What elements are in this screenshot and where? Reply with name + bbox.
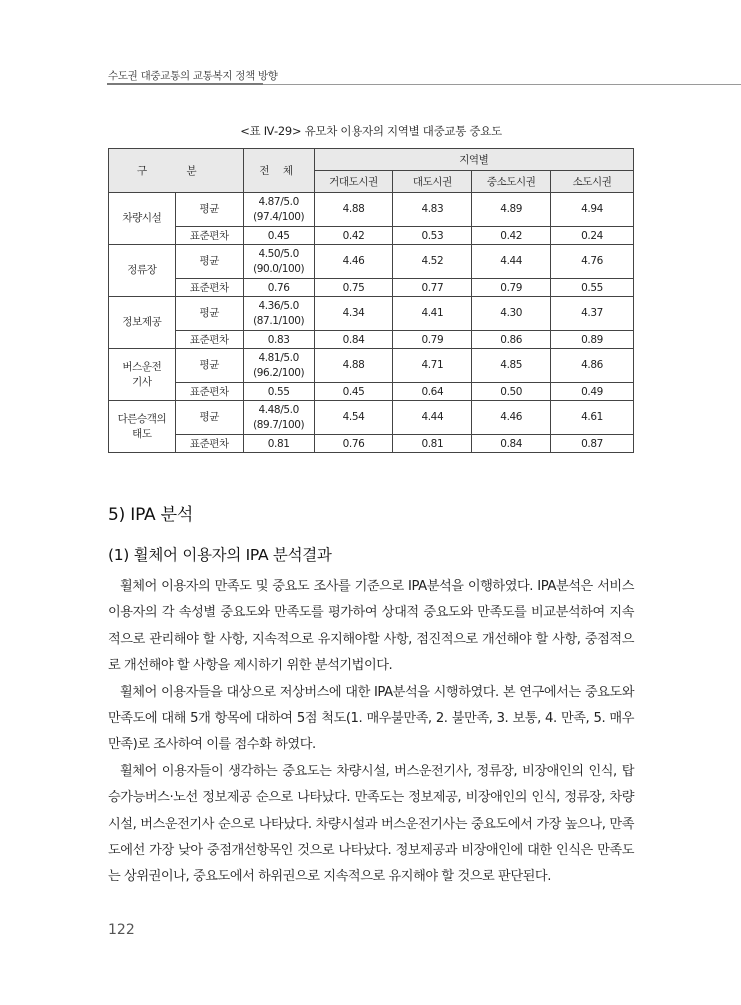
cell-mean: 4.37: [551, 297, 634, 331]
cell-mean: 4.86: [551, 349, 634, 383]
header-region-small: 소도시권: [551, 171, 634, 193]
table-row: [109, 349, 634, 383]
section-heading: 5) IPA 분석: [108, 505, 194, 525]
paragraph: 휠체어 이용자들을 대상으로 저상버스에 대한 IPA분석을 시행하였다. 본 연구에서는 중요도와 만족도에 대해 5개 항목에 대하여 5점 척도(1. 매우불만족, 2. 불만족, 3. 보통, 4. 만족, 5. 매우만족)로 조사하여 이를 점수화 하였다.: [108, 684, 634, 753]
cell-sd: 0.77: [393, 279, 472, 297]
cell-mean: 4.61: [551, 401, 634, 435]
cell-mean: 4.54: [314, 401, 393, 435]
cell-mean: 4.46: [314, 245, 393, 279]
table-row: [109, 435, 634, 453]
cell-sd: 0.79: [472, 279, 551, 297]
cell-mean: 4.44: [472, 245, 551, 279]
header-rule-accent: [107, 83, 263, 85]
cell-mean: 4.52: [393, 245, 472, 279]
page-number: 122: [108, 922, 135, 938]
row-category: 다른승객의 태도: [109, 401, 176, 453]
cell-sd: 0.75: [314, 279, 393, 297]
cell-sd: 0.79: [393, 331, 472, 349]
cell-mean: 4.30: [472, 297, 551, 331]
table-row: [109, 279, 634, 297]
cell-sd: 0.53: [393, 227, 472, 245]
row-label-mean: 평균: [175, 401, 243, 435]
cell-sd: 0.42: [472, 227, 551, 245]
cell-sd: 0.45: [314, 383, 393, 401]
cell-sd: 0.81: [393, 435, 472, 453]
body-text: [108, 574, 634, 891]
cell-total-mean: 4.48/5.0 (89.7/100): [243, 401, 314, 435]
cell-total-sd: 0.81: [243, 435, 314, 453]
cell-total-mean: 4.87/5.0 (97.4/100): [243, 193, 314, 227]
row-category: 버스운전 기사: [109, 349, 176, 401]
cell-mean: 4.44: [393, 401, 472, 435]
cell-mean: 4.88: [314, 193, 393, 227]
cell-sd: 0.49: [551, 383, 634, 401]
row-label-sd: 표준편차: [175, 383, 243, 401]
cell-mean: 4.34: [314, 297, 393, 331]
header-region: 지역별: [314, 149, 633, 171]
row-category: 차량시설: [109, 193, 176, 245]
cell-sd: 0.42: [314, 227, 393, 245]
cell-sd: 0.84: [314, 331, 393, 349]
header-rule: [263, 84, 741, 85]
cell-total-sd: 0.83: [243, 331, 314, 349]
row-label-mean: 평균: [175, 193, 243, 227]
cell-mean: 4.41: [393, 297, 472, 331]
row-label-sd: 표준편차: [175, 279, 243, 297]
cell-mean: 4.83: [393, 193, 472, 227]
table-row: [109, 193, 634, 227]
table-row: [109, 297, 634, 331]
cell-mean: 4.46: [472, 401, 551, 435]
cell-sd: 0.76: [314, 435, 393, 453]
table-row: [109, 401, 634, 435]
row-label-mean: 평균: [175, 349, 243, 383]
subsection-heading: (1) 휠체어 이용자의 IPA 분석결과: [108, 546, 332, 564]
header-region-midsmall: 중소도시권: [472, 171, 551, 193]
paragraph: 휠체어 이용자의 만족도 및 중요도 조사를 기준으로 IPA분석을 이행하였다. IPA분석은 서비스 이용자의 각 속성별 중요도와 만족도를 평가하여 상대적 중요도와 만족도를 비교분석하여 지속적으로 관리해야 할 사항, 지속적으로 유지해야할 사항, 점진적으로 개선해야 할 사항, 중점적으로 개선해야 할 사항을 제시하기 위한 분석기법이다.: [108, 579, 634, 674]
header-total: 전 체: [243, 149, 314, 193]
row-label-sd: 표준편차: [175, 435, 243, 453]
table-row: [109, 331, 634, 349]
row-label-mean: 평균: [175, 245, 243, 279]
table-row: [109, 383, 634, 401]
cell-total-mean: 4.36/5.0 (87.1/100): [243, 297, 314, 331]
cell-sd: 0.24: [551, 227, 634, 245]
cell-total-sd: 0.45: [243, 227, 314, 245]
cell-sd: 0.55: [551, 279, 634, 297]
importance-table: [108, 148, 634, 453]
cell-mean: 4.85: [472, 349, 551, 383]
cell-sd: 0.50: [472, 383, 551, 401]
header-region-mega: 거대도시권: [314, 171, 393, 193]
cell-mean: 4.76: [551, 245, 634, 279]
cell-sd: 0.84: [472, 435, 551, 453]
cell-total-sd: 0.55: [243, 383, 314, 401]
table-row: [109, 227, 634, 245]
cell-total-sd: 0.76: [243, 279, 314, 297]
running-header: 수도권 대중교통의 교통복지 정책 방향: [108, 70, 278, 82]
cell-total-mean: 4.81/5.0 (96.2/100): [243, 349, 314, 383]
cell-sd: 0.87: [551, 435, 634, 453]
row-label-mean: 평균: [175, 297, 243, 331]
table-caption: <표 Ⅳ-29> 유모차 이용자의 지역별 대중교통 중요도: [240, 124, 502, 138]
row-category: 정보제공: [109, 297, 176, 349]
cell-sd: 0.89: [551, 331, 634, 349]
header-gubun: 구 분: [109, 149, 244, 193]
row-category: 정류장: [109, 245, 176, 297]
cell-mean: 4.71: [393, 349, 472, 383]
cell-mean: 4.89: [472, 193, 551, 227]
cell-sd: 0.64: [393, 383, 472, 401]
row-label-sd: 표준편차: [175, 331, 243, 349]
row-label-sd: 표준편차: [175, 227, 243, 245]
table-row: [109, 245, 634, 279]
cell-mean: 4.94: [551, 193, 634, 227]
header-region-metro: 대도시권: [393, 171, 472, 193]
paragraph: 휠체어 이용자들이 생각하는 중요도는 차량시설, 버스운전기사, 정류장, 비장애인의 인식, 탑승가능버스·노선 정보제공 순으로 나타났다. 만족도는 정보제공, 비장애인의 인식, 정류장, 차량시설, 버스운전기사 순으로 나타났다. 차량시설과 버스운전기사는 중요도에서 가장 높으나, 만족도에선 가장 낮아 중점개선항목인 것으로 나타났다. 정보제공과 비장애인에 대한 인식은 만족도는 상위권이나, 중요도에서 하위권으로 지속적으로 유지해야 할 것으로 판단된다.: [108, 763, 634, 885]
cell-total-mean: 4.50/5.0 (90.0/100): [243, 245, 314, 279]
cell-mean: 4.88: [314, 349, 393, 383]
cell-sd: 0.86: [472, 331, 551, 349]
